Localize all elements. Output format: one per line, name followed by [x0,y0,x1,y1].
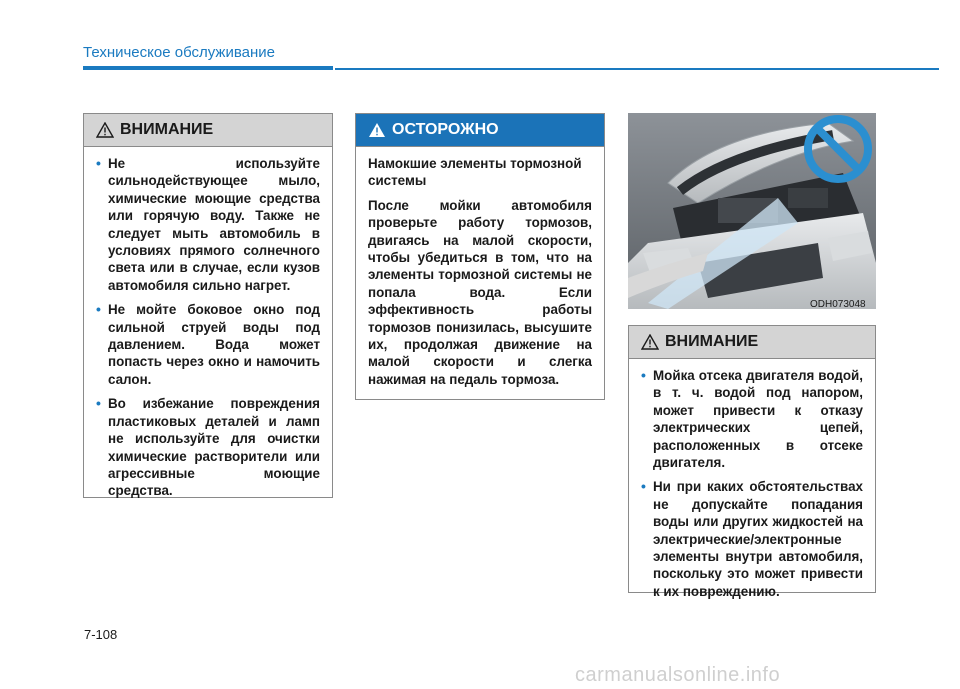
bullet-text: Ни при каких обстоятельствах не допускайте попадания воды или других жидкостей на электрические/электронные элементы внутри автомобиля, поскольку это может привести к их повреждению. [653,479,863,599]
header-rule-thin [335,68,939,70]
caution-box-title: ОСТОРОЖНО [392,121,499,138]
warning-box-left-title: ВНИМАНИЕ [120,121,214,138]
caution-box-middle [355,113,605,400]
warning-triangle-icon [641,334,659,350]
warning-box-left [83,113,333,498]
list-item: • Во избежание повреждения пластиковых деталей и ламп не используйте для очистки химические растворители или агрессивные моющие средства. [96,395,320,499]
warning-box-left-header [84,114,332,147]
section-title: Техническое обслуживание [83,44,275,61]
list-item: • Ни при каких обстоятельствах не допускайте попадания воды или других жидкостей на электрические/электронные элементы внутри автомобиля, поскольку это может привести к их повреждению. [641,478,863,599]
bullet-text: Во избежание повреждения пластиковых деталей и ламп не используйте для очистки химические растворители или агрессивные моющие средства. [108,396,320,499]
watermark: carmanualsonline.info [575,664,781,686]
caution-box-header [356,114,604,147]
warning-triangle-icon [368,122,386,138]
bullet-text: Мойка отсека двигателя водой, в т. ч. водой под напором, может привести к отказу электрических цепей, расположенных в отсеке двигателя. [653,368,863,471]
page-number: 7-108 [84,627,118,642]
warning-box-right-header [629,326,875,359]
photo-caption: ODH073048 [810,299,866,310]
warning-box-right [628,325,876,599]
list-item: • Мойка отсека двигателя водой, в т. ч. водой под напором, может привести к отказу электрических цепей, расположенных в отсеке двигателя. [641,367,863,471]
engine-wash-photo [628,113,876,309]
bullet-text: Не используйте сильнодействующее мыло, химические моющие средства или горячую воду. Также не следует мыть автомобиль в условиях прямого солнечного света или в случае, если кузов автомобиля сильно нагрет. [108,156,320,293]
warning-box-right-title: ВНИМАНИЕ [665,333,759,350]
list-item: • Не мойте боковое окно под сильной струей воды под давлением. Вода может попасть через окно и намочить салон. [96,301,320,387]
caution-subtitle: Намокшие элементы тормозной системы [368,156,582,189]
header-rule-thick [83,66,333,70]
bullet-text: Не мойте боковое окно под сильной струей воды под давлением. Вода может попасть через окно и намочить салон. [108,302,320,387]
list-item: • Не используйте сильнодействующее мыло, химические моющие средства или горячую воду. Также не следует мыть автомобиль в условиях прямого солнечного света или в случае, если кузов автомобиля сильно нагрет. [96,155,320,293]
warning-triangle-icon [96,122,114,138]
caution-body: После мойки автомобиля проверьте работу тормозов, двигаясь на малой скорости, чтобы убедиться в том, что на элементы тормозной системы не попала вода. Если эффективность работы тормозов понизилась, высушите их, продолжая движение на малой скорости и слегка нажимая на педаль тормоза. [368,197,592,387]
